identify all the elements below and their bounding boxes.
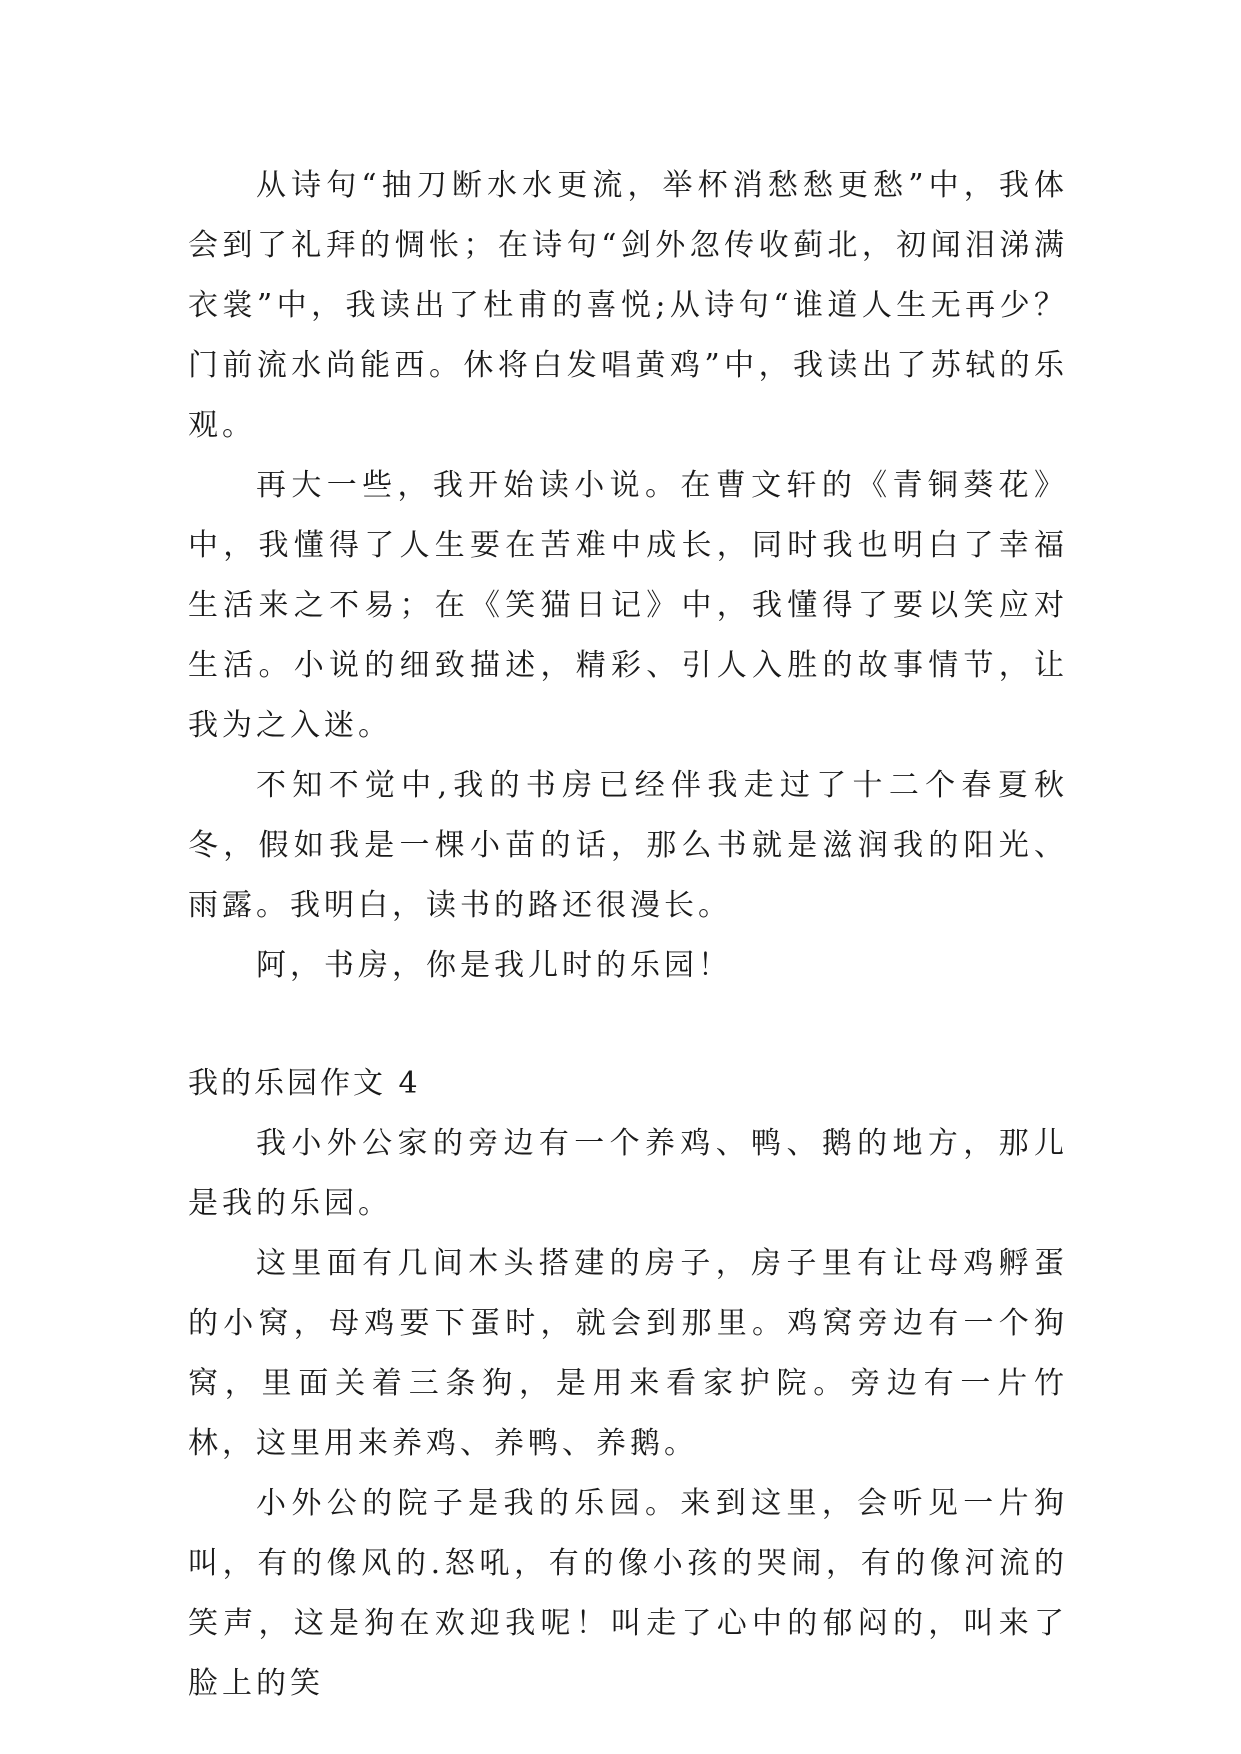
- paragraph-closing: 阿，书房，你是我儿时的乐园！: [256, 948, 732, 983]
- paragraph-house: 这里面有几间木头搭建的房子，房子里有让母鸡孵蛋的小窝，母鸡要下蛋时，就会到那里。鸡窝旁边有一个狗窝，里面关着三条狗，是用来看家护院。旁边有一片竹林，这里用来养鸡、养鸭、养鹅。: [188, 1246, 1068, 1461]
- paragraph-dogs: 小外公的院子是我的乐园。来到这里，会听见一片狗叫，有的像风的.怒吼，有的像小孩的哭闹，有的像河流的笑声，这是狗在欢迎我呢！叫走了心中的郁闷的，叫来了脸上的笑: [188, 1486, 1068, 1701]
- paragraph-poems: 从诗句“抽刀断水水更流，举杯消愁愁更愁”中，我体会到了礼拜的惆怅；在诗句“剑外忽传收蓟北，初闻泪涕满衣裳”中，我读出了杜甫的喜悦;从诗句“谁道人生无再少？门前流水尚能西。休将白发唱黄鸡”中，我读出了苏轼的乐观。: [188, 168, 1068, 443]
- document-body: [188, 156, 1068, 1714]
- paragraph-study-room: 不知不觉中,我的书房已经伴我走过了十二个春夏秋冬，假如我是一棵小苗的话，那么书就是滋润我的阳光、雨露。我明白，读书的路还很漫长。: [188, 768, 1068, 923]
- section-heading: 我的乐园作文 4: [188, 1066, 421, 1101]
- paragraph-novels: 再大一些，我开始读小说。在曹文轩的《青铜葵花》中，我懂得了人生要在苦难中成长，同时我也明白了幸福生活来之不易；在《笑猫日记》中，我懂得了要以笑应对生活。小说的细致描述，精彩、引人入胜的故事情节，让我为之入迷。: [188, 468, 1068, 743]
- paragraph-intro: 我小外公家的旁边有一个养鸡、鸭、鹅的地方，那儿是我的乐园。: [188, 1126, 1068, 1221]
